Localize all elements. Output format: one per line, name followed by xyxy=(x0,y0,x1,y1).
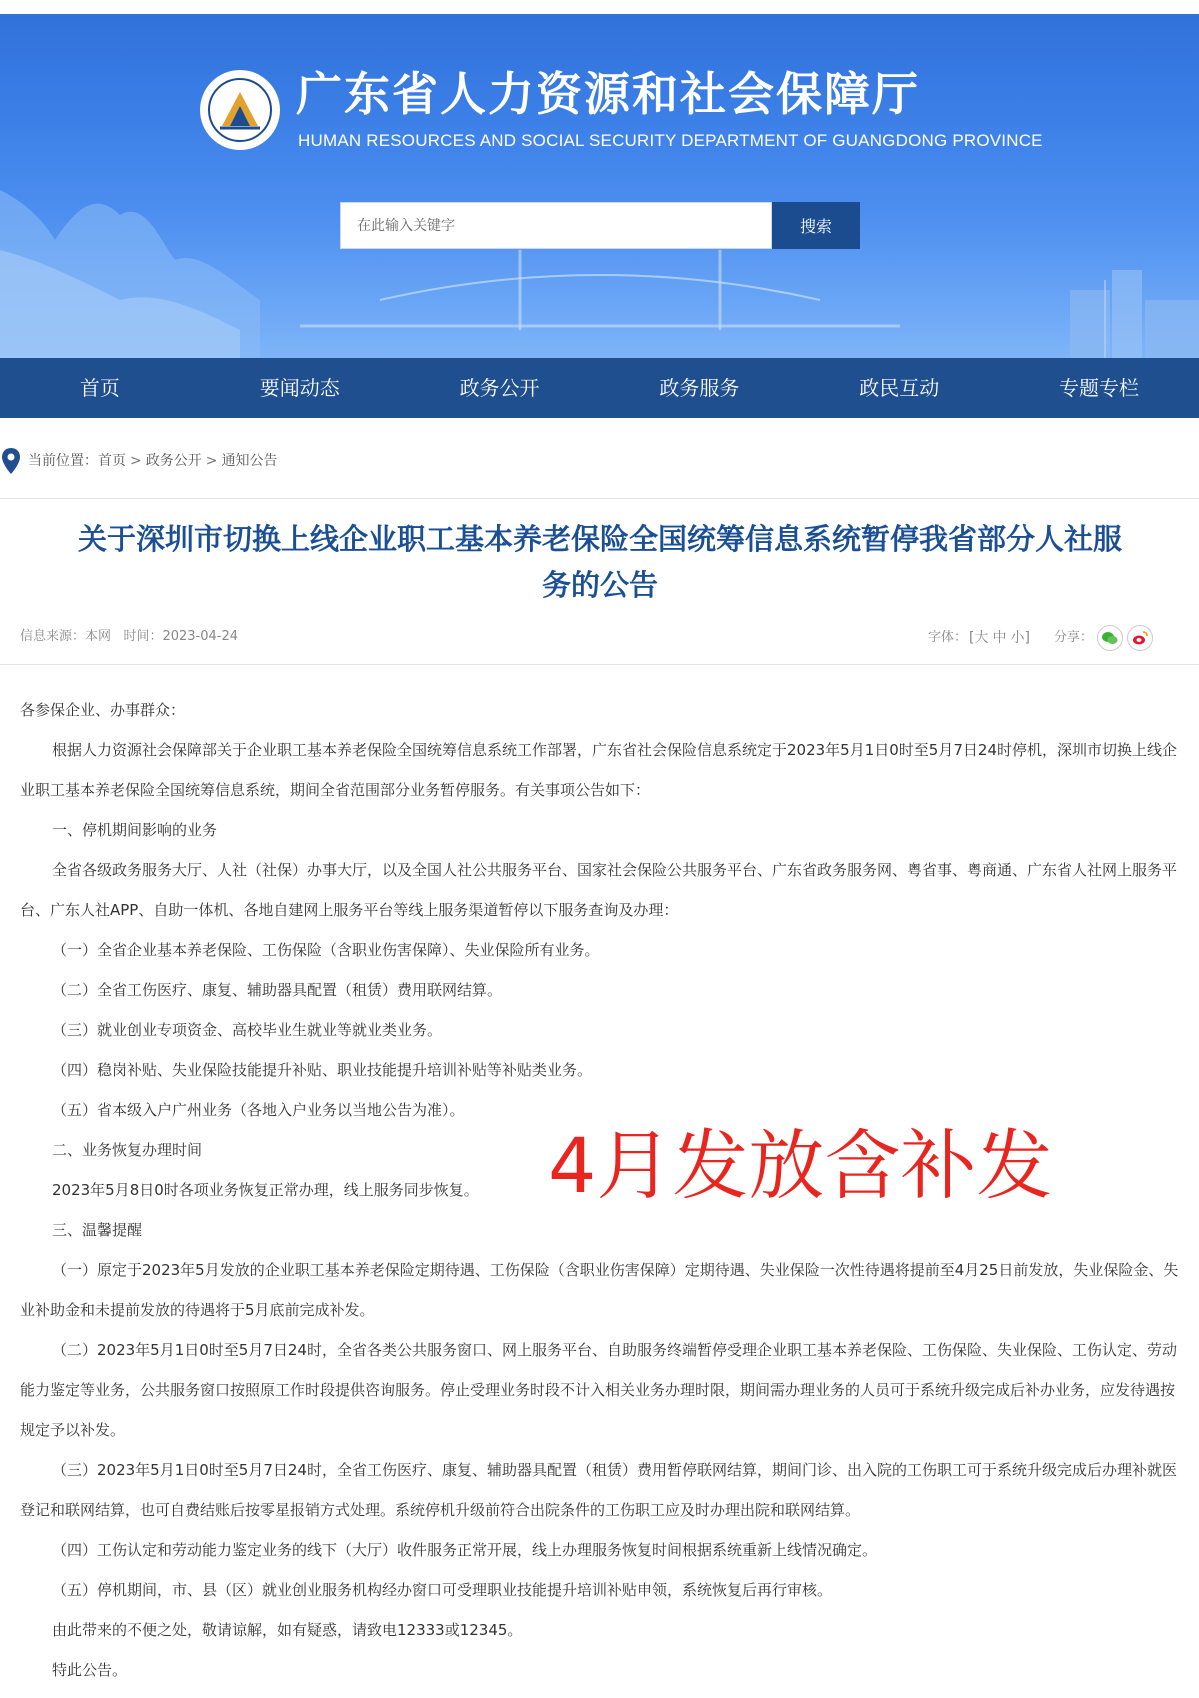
site-title: 广东省人力资源和社会保障厅 xyxy=(296,67,920,121)
list-item: （二）全省工伤医疗、康复、辅助器具配置（租赁）费用联网结算。 xyxy=(52,981,503,999)
divider xyxy=(0,498,1199,499)
list-item: （四）工伤认定和劳动能力鉴定业务的线下（大厅）收件服务正常开展，线上办理服务恢复时间根据系统重新上线情况确定。 xyxy=(52,1541,878,1559)
article-title-line: 关于深圳市切换上线企业职工基本养老保险全国统筹信息系统暂停我省部分人社服 xyxy=(77,522,1122,556)
list-item: （五）省本级入户广州业务（各地入户业务以当地公告为准）。 xyxy=(52,1101,465,1119)
font-size-small[interactable]: 小] xyxy=(1010,630,1030,646)
font-size-medium[interactable]: 中 xyxy=(992,630,1007,646)
list-item: （三）2023年5月1日0时至5月7日24时，全省工伤医疗、康复、辅助器具配置（租赁）费用暂停联网结算，期间门诊、出入院的工伤职工可于系统升级完成后办理补就医登记和联网结算，也可自费结账后按零星报销方式处理。系统停机升级前符合出院条件的工伤职工应及时办理出院和联网结算。 xyxy=(20,1461,1177,1519)
search-button[interactable]: 搜索 xyxy=(772,202,860,249)
breadcrumb-item-gov-affairs[interactable]: 政务公开 xyxy=(145,453,202,469)
breadcrumb-separator: > xyxy=(130,453,142,469)
breadcrumb-separator: > xyxy=(205,453,218,469)
time-label: 时间： xyxy=(123,629,163,644)
nav-item-home[interactable]: 首页 xyxy=(79,376,120,400)
closing-paragraph: 由此带来的不便之处，敬请谅解，如有疑惑，请致电12333或12345。 xyxy=(52,1621,523,1639)
location-pin-icon xyxy=(0,446,22,476)
breadcrumb-prefix: 当前位置： xyxy=(28,453,98,469)
source-value: 本网 xyxy=(85,629,112,644)
article-tools xyxy=(928,624,1188,652)
weibo-share-icon[interactable] xyxy=(1127,625,1153,651)
section-paragraph: 全省各级政务服务大厅、人社（社保）办事大厅，以及全国人社公共服务平台、国家社会保险公共服务平台、广东省政务服务网、粤省事、粤商通、广东省人社网上服务平台、广东人社APP、自助一体机、各地自建网上服务平台等线上服务渠道暂停以下服务查询及办理： xyxy=(20,861,1178,919)
section-heading: 一、停机期间影响的业务 xyxy=(52,821,218,839)
wechat-share-icon[interactable] xyxy=(1097,625,1123,651)
list-item: （五）停机期间，市、县（区）就业创业服务机构经办窗口可受理职业技能提升培训补贴申领，系统恢复后再行审核。 xyxy=(52,1581,833,1599)
section-paragraph: 2023年5月8日0时各项业务恢复正常办理，线上服务同步恢复。 xyxy=(52,1181,479,1199)
skyline-illustration xyxy=(0,0,1199,358)
article-body xyxy=(20,690,1180,1690)
main-nav xyxy=(0,358,1199,418)
hrss-emblem-icon xyxy=(198,68,282,152)
article-title xyxy=(20,516,1180,608)
list-item: （一）原定于2023年5月发放的企业职工基本养老保险定期待遇、工伤保险（含职业伤害保障）定期待遇、失业保险一次性待遇将提前至4月25日前发放，失业保险金、失业补助金和未提前发放的待遇将于5月底前完成补发。 xyxy=(20,1261,1179,1319)
breadcrumb-item-notices[interactable]: 通知公告 xyxy=(221,453,278,469)
site-header-banner xyxy=(0,0,1199,358)
share-label: 分享： xyxy=(1053,630,1093,645)
nav-item-news[interactable]: 要闻动态 xyxy=(259,376,340,400)
nav-item-interaction[interactable]: 政民互动 xyxy=(859,376,940,400)
breadcrumb xyxy=(0,446,600,476)
search-input[interactable] xyxy=(341,203,771,248)
intro-paragraph: 根据人力资源社会保障部关于企业职工基本养老保险全国统筹信息系统工作部署，广东省社会保险信息系统定于2023年5月1日0时至5月7日24时停机，深圳市切换上线企业职工基本养老保险全国统筹信息系统，期间全省范围部分业务暂停服务。有关事项公告如下： xyxy=(20,741,1177,799)
font-size-label: 字体： xyxy=(928,630,968,645)
nav-item-special-topics[interactable]: 专题专栏 xyxy=(1059,376,1140,400)
red-annotation-overlay: 4月发放含补发 xyxy=(548,1121,1053,1210)
nav-item-gov-services[interactable]: 政务服务 xyxy=(659,376,740,400)
greeting: 各参保企业、办事群众： xyxy=(20,701,186,719)
divider xyxy=(0,664,1199,665)
list-item: （一）全省企业基本养老保险、工伤保险（含职业伤害保障）、失业保险所有业务。 xyxy=(52,941,600,959)
list-item: （二）2023年5月1日0时至5月7日24时，全省各类公共服务窗口、网上服务平台、自助服务终端暂停受理企业职工基本养老保险、工伤保险、失业保险、工伤认定、劳动能力鉴定等业务，公共服务窗口按照原工作时段提供咨询服务。停止受理业务时段不计入相关业务办理时限，期间需办理业务的人员可于系统升级完成后补办业务，应发待遇按规定予以补发。 xyxy=(20,1341,1177,1439)
closing-paragraph: 特此公告。 xyxy=(52,1661,128,1679)
list-item: （四）稳岗补贴、失业保险技能提升补贴、职业技能提升培训补贴等补贴类业务。 xyxy=(52,1061,593,1079)
site-subtitle: HUMAN RESOURCES AND SOCIAL SECURITY DEPARTMENT OF GUANGDONG PROVINCE xyxy=(298,131,1043,150)
font-size-large[interactable]: [大 xyxy=(969,630,989,646)
source-label: 信息来源： xyxy=(20,629,86,644)
nav-item-gov-affairs-public[interactable]: 政务公开 xyxy=(459,376,540,400)
list-item: （三）就业创业专项资金、高校毕业生就业等就业类业务。 xyxy=(52,1021,443,1039)
section-heading: 二、业务恢复办理时间 xyxy=(52,1141,203,1159)
article-title-line: 务的公告 xyxy=(541,568,658,602)
publish-date: 2023-04-24 xyxy=(162,629,239,644)
article-meta xyxy=(20,626,238,648)
section-heading: 三、温馨提醒 xyxy=(52,1221,143,1239)
breadcrumb-item-home[interactable]: 首页 xyxy=(98,453,126,469)
search-box xyxy=(340,202,772,249)
